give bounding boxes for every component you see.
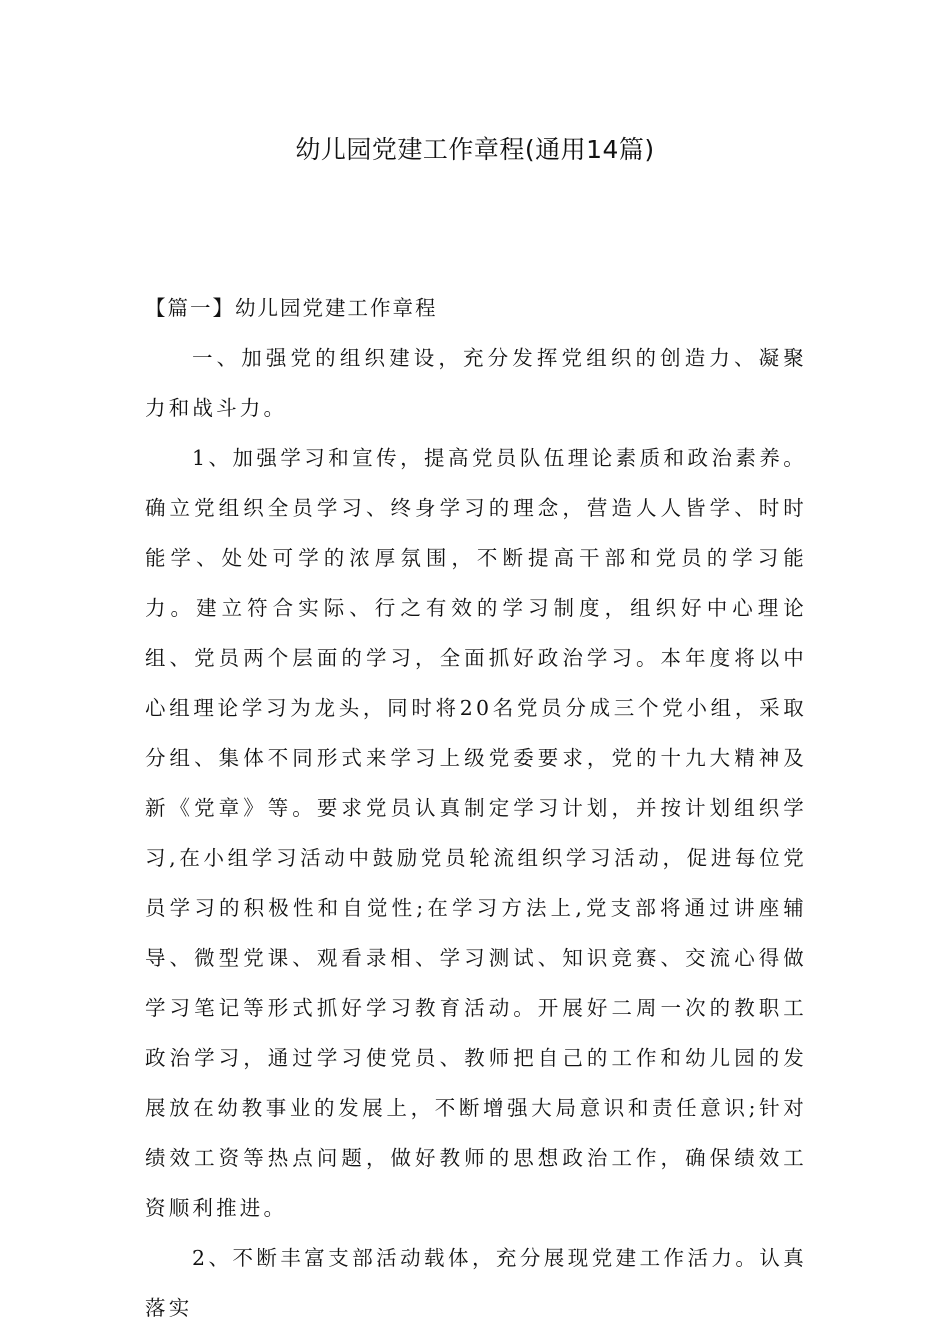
paragraph-2: 1、加强学习和宣传，提高党员队伍理论素质和政治素养。确立党组织全员学习、终身学习的理念，营造人人皆学、时时能学、处处可学的浓厚氛围，不断提高干部和党员的学习能力。建立符合实际、行之有效的学习制度，组织好中心理论组、党员两个层面的学习，全面抓好政治学习。本年度将以中心组理论学习为龙头，同时将20名党员分成三个党小组，采取分组、集体不同形式来学习上级党委要求，党的十九大精神及新《党章》等。要求党员认真制定学习计划，并按计划组织学习,在小组学习活动中鼓励党员轮流组织学习活动，促进每位党员学习的积极性和自觉性;在学习方法上,党支部将通过讲座辅导、微型党课、观看录相、学习测试、知识竞赛、交流心得做学习笔记等形式抓好学习教育活动。开展好二周一次的教职工政治学习，通过学习使党员、教师把自己的工作和幼儿园的发展放在幼教事业的发展上，不断增强大局意识和责任意识;针对绩效工资等热点问题，做好教师的思想政治工作，确保绩效工资顺利推进。: [145, 446, 807, 1220]
document-title: 幼儿园党建工作章程(通用14篇): [295, 135, 655, 164]
paragraph-3: 2、不断丰富支部活动载体，充分展现党建工作活力。认真落实: [145, 1246, 807, 1320]
document-body: [145, 283, 807, 1333]
section-heading: 【篇一】幼儿园党建工作章程: [145, 296, 438, 320]
paragraph-1: 一、加强党的组织建设，充分发挥党组织的创造力、凝聚力和战斗力。: [145, 346, 807, 420]
